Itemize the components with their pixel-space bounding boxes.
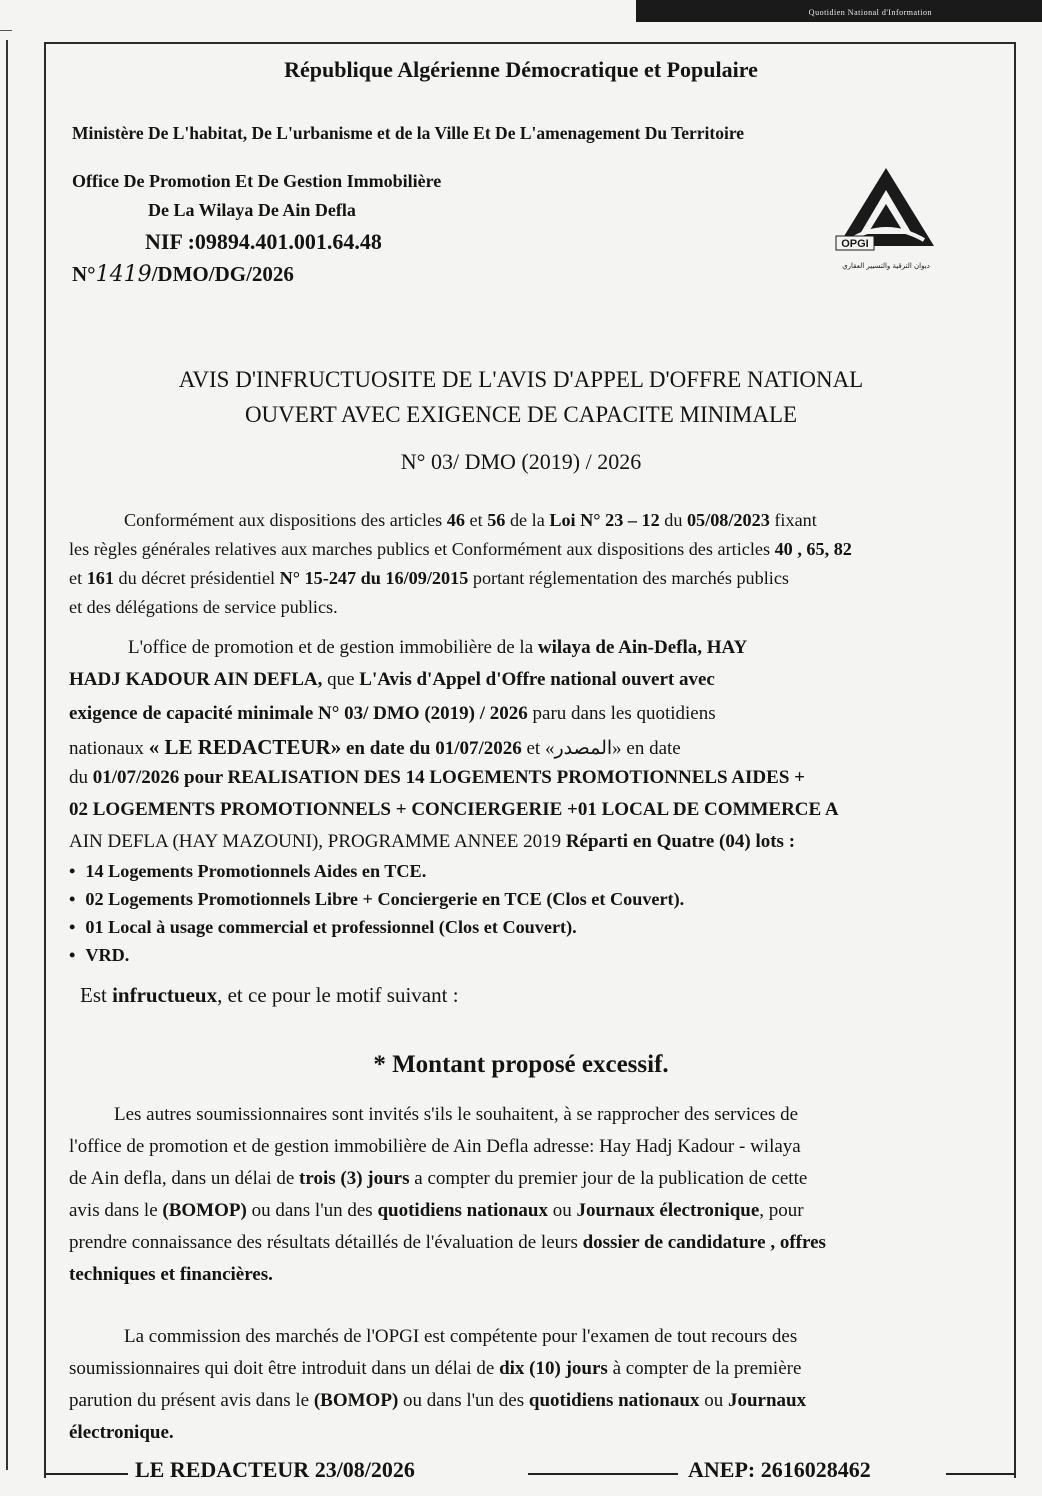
logo-caption: ديوان الترقية والتسيير العقاري	[842, 262, 930, 270]
para2-line6: techniques et financières.	[69, 1264, 273, 1285]
para2-line2: l'office de promotion et de gestion immobilière de Ain Defla adresse: Hay Hadj Kadour - wilaya	[69, 1136, 801, 1157]
para3-line4: électronique.	[69, 1422, 174, 1443]
para3-line2: soumissionnaires qui doit être introduit dans un délai de dix (10) jours à compter de la première	[69, 1358, 802, 1379]
intro-line2: les règles générales relatives aux marches publics et Conformément aux dispositions des articles 40 , 65, 82	[69, 539, 852, 559]
notice-title-line2: OUVERT AVEC EXIGENCE DE CAPACITE MINIMALE	[244, 402, 798, 427]
footer-publication: LE REDACTEUR 23/08/2026	[135, 1457, 415, 1482]
ref-handwritten: 1419	[95, 262, 152, 287]
column-tick	[0, 30, 12, 31]
intro-line3: et 161 du décret présidentiel N° 15-247 du 16/09/2015 portant réglementation des marchés publics	[69, 568, 790, 588]
footer-rule-left	[46, 1473, 128, 1475]
notice-title-line1: AVIS D'INFRUCTUOSITE DE L'AVIS D'APPEL D'OFFRE NATIONAL	[178, 367, 864, 392]
lot-item-2: • 02 Logements Promotionnels Libre + Conciergerie en TCE (Clos et Couvert).	[69, 889, 684, 910]
footer-rule-right	[946, 1473, 1016, 1475]
ministry-heading: Ministère De L'habitat, De L'urbanisme et de la Ville Et De L'amenagement Du Territoire	[72, 123, 745, 143]
body-line2: HADJ KADOUR AIN DEFLA, que L'Avis d'Appel d'Offre national ouvert avec	[69, 669, 715, 690]
ref-prefix: N°	[72, 262, 96, 286]
lot-item-3: • 01 Local à usage commercial et professionnel (Clos et Couvert).	[69, 917, 577, 938]
body-line7: AIN DEFLA (HAY MAZOUNI), PROGRAMME ANNEE 2019 Réparti en Quatre (04) lots :	[69, 831, 796, 852]
para2-line1: Les autres soumissionnaires sont invités s'ils le souhaitent, à se rapprocher des services de	[114, 1104, 799, 1125]
ref-suffix: /DMO/DG/2026	[151, 262, 294, 286]
opgi-logo	[828, 160, 944, 276]
body-line6: 02 LOGEMENTS PROMOTIONNELS + CONCIERGERIE +01 LOCAL DE COMMERCE A	[69, 799, 839, 820]
republic-heading: République Algérienne Démocratique et Populaire	[284, 57, 758, 82]
footer-anep-number: ANEP: 2616028462	[688, 1457, 871, 1482]
para3-line3: parution du présent avis dans le (BOMOP) ou dans l'un des quotidiens nationaux ou Journaux	[69, 1390, 807, 1411]
office-name-line1: Office De Promotion Et De Gestion Immobilière	[72, 171, 442, 191]
reference-number	[72, 262, 294, 287]
masthead-subtitle: Quotidien National d'Information	[808, 8, 932, 17]
para2-line5: prendre connaissance des résultats détaillés de l'évaluation de leurs dossier de candidature , offres	[69, 1232, 826, 1253]
para2-line3: de Ain defla, dans un délai de trois (3) jours a compter du premier jour de la publication de cette	[69, 1168, 808, 1189]
notice-number: N° 03/ DMO (2019) / 2026	[400, 449, 642, 474]
logo-text: OPGI	[841, 238, 869, 250]
office-name-line2: De La Wilaya De Ain Defla	[148, 200, 356, 220]
intro-line4: et des délégations de service publics.	[69, 597, 338, 617]
para3-line1: La commission des marchés de l'OPGI est compétente pour l'examen de tout recours des	[124, 1326, 798, 1347]
column-rule	[6, 40, 8, 1470]
lot-item-4: • VRD.	[69, 945, 129, 966]
intro-line1: Conformément aux dispositions des articles 46 et 56 de la Loi N° 23 – 12 du 05/08/2023 fixant	[124, 510, 817, 530]
newspaper-masthead	[636, 0, 1042, 22]
rejection-motive: * Montant proposé excessif.	[373, 1051, 669, 1078]
para2-line4: avis dans le (BOMOP) ou dans l'un des quotidiens nationaux ou Journaux électronique, pour	[69, 1200, 804, 1221]
footer-rule-middle	[528, 1473, 678, 1475]
lot-item-1: • 14 Logements Promotionnels Aides en TCE.	[69, 861, 426, 882]
body-line4: nationaux « LE REDACTEUR» en date du 01/07/2026 et «المصدر» en date	[69, 735, 681, 759]
body-line3: exigence de capacité minimale N° 03/ DMO (2019) / 2026 paru dans les quotidiens	[69, 703, 716, 724]
result-statement: Est infructueux, et ce pour le motif suivant :	[80, 983, 459, 1007]
body-line5: du 01/07/2026 pour REALISATION DES 14 LOGEMENTS PROMOTIONNELS AIDES +	[69, 767, 805, 788]
nif-number: NIF :09894.401.001.64.48	[145, 229, 382, 254]
body-line1: L'office de promotion et de gestion immobilière de la wilaya de Ain-Defla, HAY	[128, 637, 748, 658]
